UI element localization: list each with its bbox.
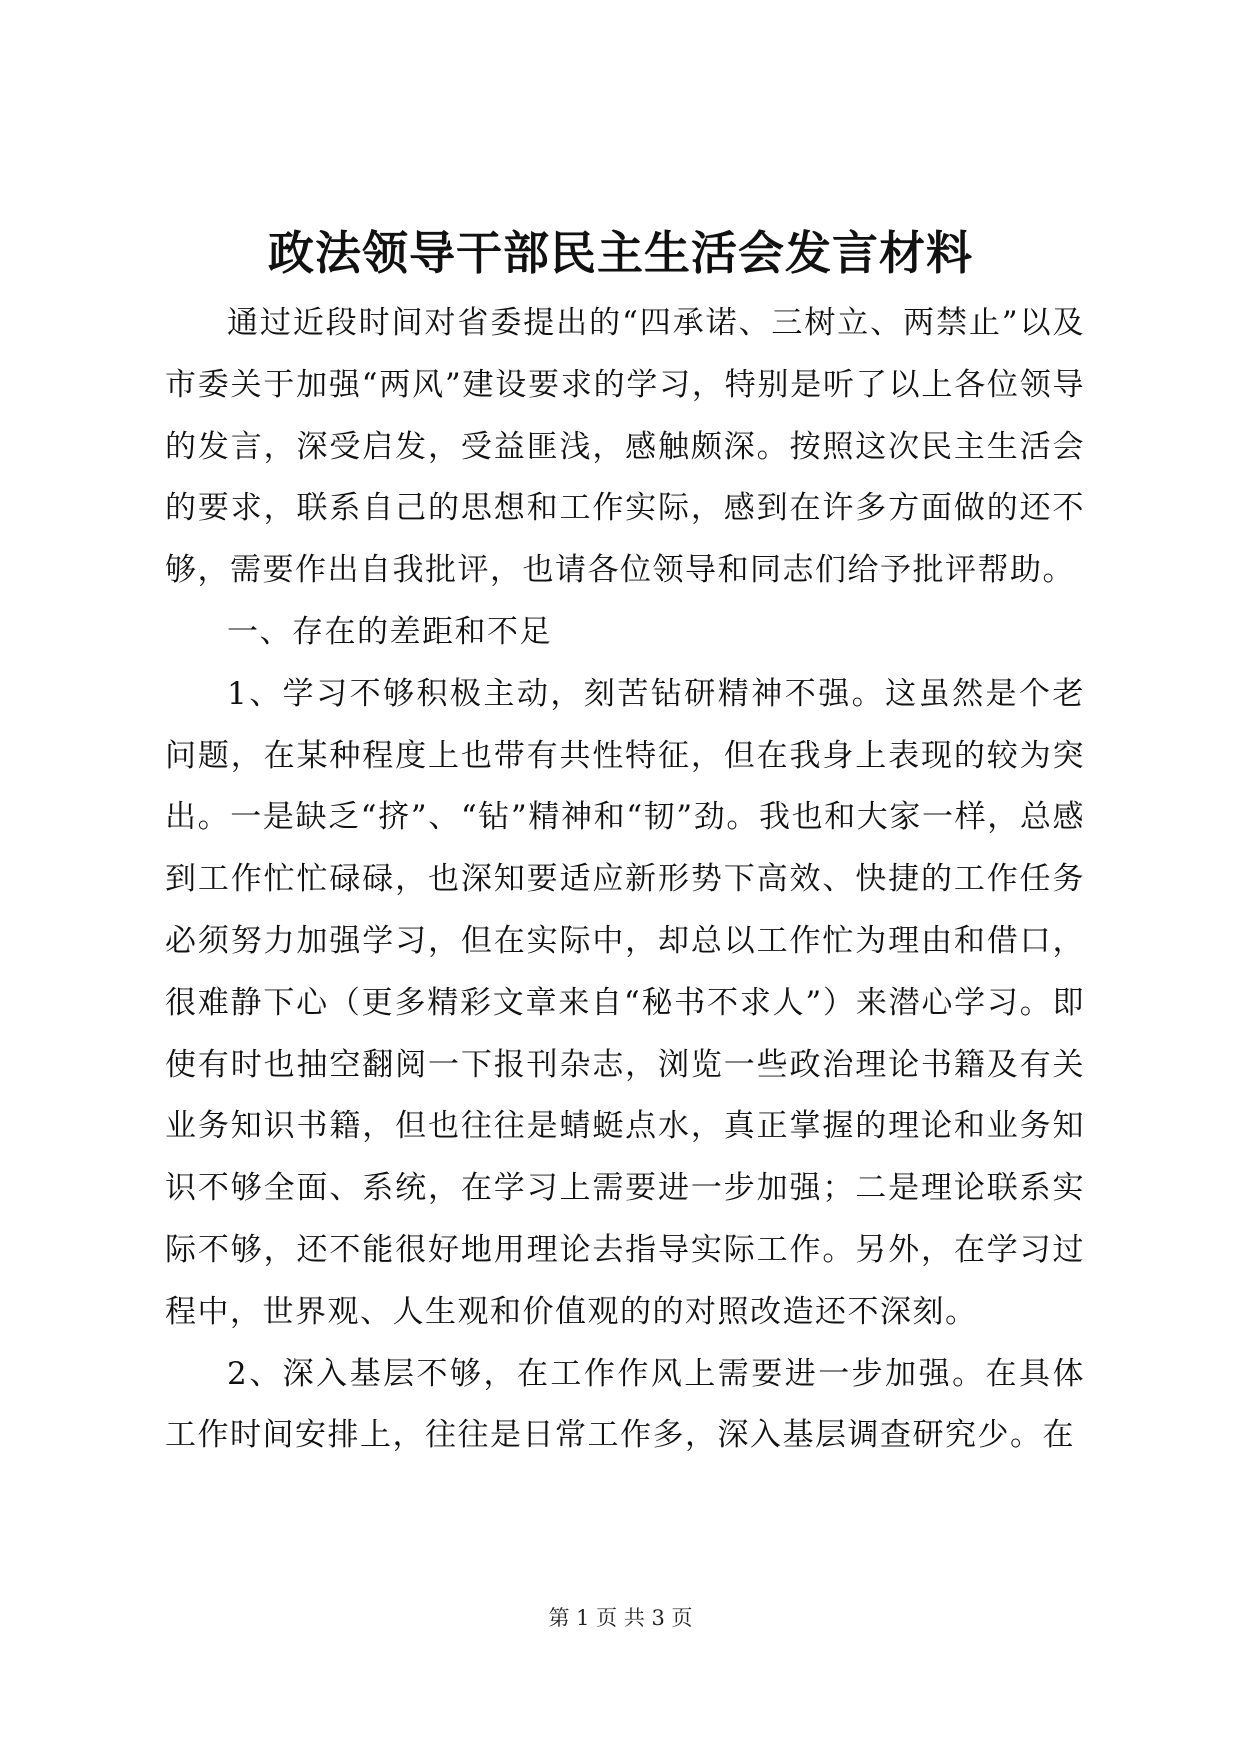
intro-paragraph: 通过近段时间对省委提出的“四承诺、三树立、两禁止”以及市委关于加强“两风”建设要求的学习，特别是听了以上各位领导的发言，深受启发，受益匪浅，感触颇深。按照这次民主生活会的要求，联系自己的思想和工作实际，感到在许多方面做的还不够，需要作出自我批评，也请各位领导和同志们给予批评帮助。: [165, 305, 1085, 589]
body-paragraph: 1、学习不够积极主动，刻苦钻研精神不强。这虽然是个老问题，在某种程度上也带有共性特征，但在我身上表现的较为突出。一是缺乏“挤”、“钻”精神和“韧”劲。我也和大家一样，总感到工作忙忙碌碌，也深知要适应新形势下高效、快捷的工作任务必须努力加强学习，但在实际中，却总以工作忙为理由和借口，很难静下心（更多精彩文章来自“秘书不求人”）来潜心学习。即使有时也抽空翻阅一下报刊杂志，浏览一些政治理论书籍及有关业务知识书籍，但也往往是蜻蜓点水，真正掌握的理论和业务知识不够全面、系统，在学习上需要进一步加强；二是理论联系实际不够，还不能很好地用理论去指导实际工作。另外，在学习过程中，世界观、人生观和价值观的的对照改造还不深刻。: [165, 675, 1085, 1330]
section-heading: 一、存在的差距和不足: [227, 613, 552, 650]
body-paragraph: 2、深入基层不够，在工作作风上需要进一步加强。在具体工作时间安排上，往往是日常工作多，深入基层调查研究少。在: [165, 1355, 1085, 1454]
document-title: 政法领导干部民主生活会发言材料: [268, 226, 973, 280]
page-number: 第 1 页 共 3 页: [548, 1606, 693, 1630]
document-body: [165, 293, 1085, 1467]
